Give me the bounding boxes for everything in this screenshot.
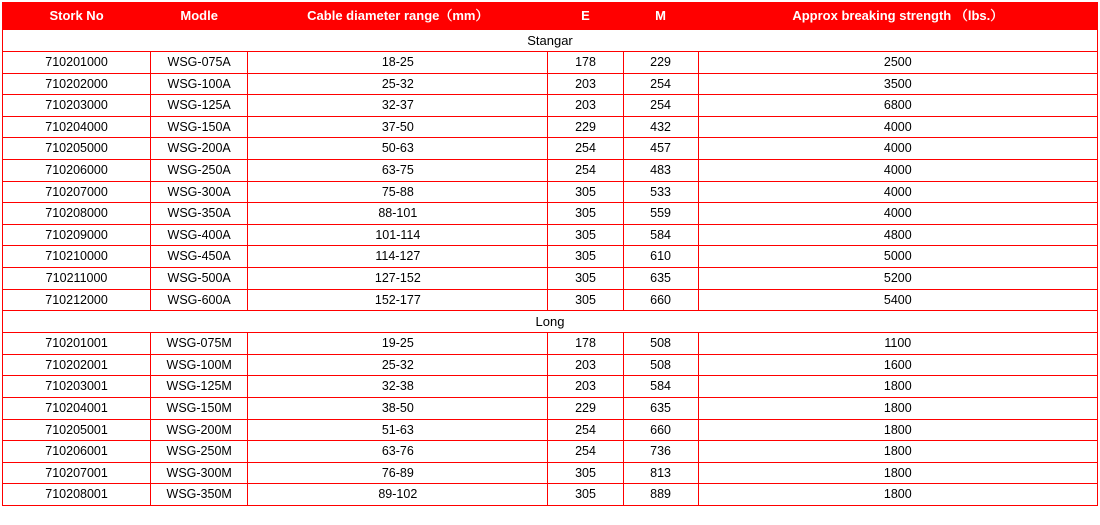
table-row <box>3 289 1098 311</box>
cell-breaking-strength: 4800 <box>698 224 1097 246</box>
cell-breaking-strength: 6800 <box>698 95 1097 117</box>
cell-stock-no: 710204000 <box>3 116 151 138</box>
cell-m: 508 <box>623 354 698 376</box>
cell-cable-diameter-range: 25-32 <box>248 354 548 376</box>
cell-cable-diameter-range: 101-114 <box>248 224 548 246</box>
cell-cable-diameter-range: 63-76 <box>248 441 548 463</box>
cell-model: WSG-500A <box>151 267 248 289</box>
table-row <box>3 354 1098 376</box>
cell-e: 203 <box>548 354 623 376</box>
cell-model: WSG-125M <box>151 376 248 398</box>
cell-stock-no: 710202000 <box>3 73 151 95</box>
cell-model: WSG-300A <box>151 181 248 203</box>
cell-cable-diameter-range: 38-50 <box>248 397 548 419</box>
cell-m: 559 <box>623 203 698 225</box>
cell-breaking-strength: 1800 <box>698 441 1097 463</box>
cell-e: 178 <box>548 52 623 74</box>
column-header-m: M <box>623 3 698 30</box>
table-row <box>3 138 1098 160</box>
cell-m: 533 <box>623 181 698 203</box>
cell-cable-diameter-range: 32-37 <box>248 95 548 117</box>
cell-e: 305 <box>548 462 623 484</box>
cell-stock-no: 710207001 <box>3 462 151 484</box>
cell-stock-no: 710209000 <box>3 224 151 246</box>
table-row <box>3 159 1098 181</box>
cell-breaking-strength: 4000 <box>698 203 1097 225</box>
cell-e: 305 <box>548 246 623 268</box>
cell-e: 203 <box>548 73 623 95</box>
cell-stock-no: 710212000 <box>3 289 151 311</box>
cell-stock-no: 710206001 <box>3 441 151 463</box>
cell-m: 660 <box>623 289 698 311</box>
cell-model: WSG-100A <box>151 73 248 95</box>
cell-breaking-strength: 5400 <box>698 289 1097 311</box>
table-row <box>3 246 1098 268</box>
cell-breaking-strength: 1600 <box>698 354 1097 376</box>
cell-m: 813 <box>623 462 698 484</box>
group-label: Long <box>3 311 1098 333</box>
table-row <box>3 267 1098 289</box>
cell-model: WSG-200A <box>151 138 248 160</box>
cell-e: 305 <box>548 203 623 225</box>
table-row <box>3 397 1098 419</box>
cell-cable-diameter-range: 25-32 <box>248 73 548 95</box>
cell-m: 635 <box>623 267 698 289</box>
cell-m: 229 <box>623 52 698 74</box>
cell-m: 508 <box>623 333 698 355</box>
table-row <box>3 181 1098 203</box>
cell-e: 305 <box>548 181 623 203</box>
cell-cable-diameter-range: 114-127 <box>248 246 548 268</box>
table-row <box>3 484 1098 506</box>
cell-breaking-strength: 1800 <box>698 376 1097 398</box>
column-header-breaking-strength: Approx breaking strength （lbs.） <box>698 3 1097 30</box>
cell-stock-no: 710210000 <box>3 246 151 268</box>
cell-cable-diameter-range: 152-177 <box>248 289 548 311</box>
cell-model: WSG-075A <box>151 52 248 74</box>
cell-model: WSG-350A <box>151 203 248 225</box>
cell-breaking-strength: 1100 <box>698 333 1097 355</box>
cell-breaking-strength: 1800 <box>698 484 1097 506</box>
cell-m: 584 <box>623 224 698 246</box>
cell-e: 178 <box>548 333 623 355</box>
cell-cable-diameter-range: 75-88 <box>248 181 548 203</box>
cell-cable-diameter-range: 51-63 <box>248 419 548 441</box>
table-row <box>3 333 1098 355</box>
cell-stock-no: 710201001 <box>3 333 151 355</box>
cell-cable-diameter-range: 18-25 <box>248 52 548 74</box>
cell-breaking-strength: 4000 <box>698 138 1097 160</box>
table-row <box>3 203 1098 225</box>
cell-cable-diameter-range: 127-152 <box>248 267 548 289</box>
cell-e: 305 <box>548 224 623 246</box>
column-header-e: E <box>548 3 623 30</box>
group-header-row <box>3 311 1098 333</box>
cell-model: WSG-125A <box>151 95 248 117</box>
cell-cable-diameter-range: 88-101 <box>248 203 548 225</box>
group-header-row <box>3 30 1098 52</box>
cell-m: 254 <box>623 95 698 117</box>
cell-model: WSG-450A <box>151 246 248 268</box>
cell-breaking-strength: 5000 <box>698 246 1097 268</box>
cell-cable-diameter-range: 76-89 <box>248 462 548 484</box>
cell-cable-diameter-range: 89-102 <box>248 484 548 506</box>
cell-breaking-strength: 4000 <box>698 181 1097 203</box>
cell-breaking-strength: 5200 <box>698 267 1097 289</box>
cell-m: 889 <box>623 484 698 506</box>
column-header-model: Modle <box>151 3 248 30</box>
cell-model: WSG-300M <box>151 462 248 484</box>
cell-model: WSG-350M <box>151 484 248 506</box>
table-row <box>3 224 1098 246</box>
table-row <box>3 376 1098 398</box>
cell-model: WSG-100M <box>151 354 248 376</box>
cell-m: 254 <box>623 73 698 95</box>
table-row <box>3 462 1098 484</box>
table-header <box>3 3 1098 30</box>
cell-model: WSG-400A <box>151 224 248 246</box>
cell-e: 203 <box>548 95 623 117</box>
spec-sheet <box>2 2 1098 506</box>
cell-e: 254 <box>548 441 623 463</box>
cell-cable-diameter-range: 32-38 <box>248 376 548 398</box>
cell-m: 584 <box>623 376 698 398</box>
table-row <box>3 441 1098 463</box>
cell-model: WSG-075M <box>151 333 248 355</box>
cell-cable-diameter-range: 19-25 <box>248 333 548 355</box>
cell-e: 254 <box>548 159 623 181</box>
cell-breaking-strength: 1800 <box>698 419 1097 441</box>
table-header-row <box>3 3 1098 30</box>
table-body <box>3 30 1098 506</box>
cell-stock-no: 710206000 <box>3 159 151 181</box>
column-header-cable-diameter-range: Cable diameter range（mm） <box>248 3 548 30</box>
cell-e: 229 <box>548 397 623 419</box>
cell-breaking-strength: 4000 <box>698 159 1097 181</box>
cell-stock-no: 710211000 <box>3 267 151 289</box>
cell-breaking-strength: 3500 <box>698 73 1097 95</box>
cell-e: 254 <box>548 419 623 441</box>
cell-model: WSG-150M <box>151 397 248 419</box>
cell-m: 635 <box>623 397 698 419</box>
cell-m: 483 <box>623 159 698 181</box>
cell-model: WSG-250M <box>151 441 248 463</box>
cell-stock-no: 710203001 <box>3 376 151 398</box>
cell-stock-no: 710202001 <box>3 354 151 376</box>
cell-model: WSG-150A <box>151 116 248 138</box>
table-row <box>3 73 1098 95</box>
table-row <box>3 116 1098 138</box>
cell-stock-no: 710204001 <box>3 397 151 419</box>
cell-breaking-strength: 2500 <box>698 52 1097 74</box>
cell-e: 305 <box>548 289 623 311</box>
group-label: Stangar <box>3 30 1098 52</box>
cell-e: 305 <box>548 484 623 506</box>
table-row <box>3 419 1098 441</box>
cell-m: 660 <box>623 419 698 441</box>
cell-stock-no: 710205001 <box>3 419 151 441</box>
cell-breaking-strength: 4000 <box>698 116 1097 138</box>
cable-grip-spec-table <box>2 2 1098 506</box>
cell-stock-no: 710208001 <box>3 484 151 506</box>
cell-breaking-strength: 1800 <box>698 462 1097 484</box>
cell-breaking-strength: 1800 <box>698 397 1097 419</box>
cell-stock-no: 710201000 <box>3 52 151 74</box>
table-row <box>3 52 1098 74</box>
cell-model: WSG-600A <box>151 289 248 311</box>
cell-e: 305 <box>548 267 623 289</box>
cell-e: 254 <box>548 138 623 160</box>
cell-stock-no: 710208000 <box>3 203 151 225</box>
cell-e: 229 <box>548 116 623 138</box>
cell-cable-diameter-range: 50-63 <box>248 138 548 160</box>
cell-m: 457 <box>623 138 698 160</box>
cell-stock-no: 710205000 <box>3 138 151 160</box>
cell-e: 203 <box>548 376 623 398</box>
cell-m: 432 <box>623 116 698 138</box>
cell-stock-no: 710203000 <box>3 95 151 117</box>
cell-cable-diameter-range: 37-50 <box>248 116 548 138</box>
cell-model: WSG-200M <box>151 419 248 441</box>
cell-stock-no: 710207000 <box>3 181 151 203</box>
cell-m: 610 <box>623 246 698 268</box>
column-header-stock-no: Stork No <box>3 3 151 30</box>
cell-model: WSG-250A <box>151 159 248 181</box>
cell-m: 736 <box>623 441 698 463</box>
table-row <box>3 95 1098 117</box>
cell-cable-diameter-range: 63-75 <box>248 159 548 181</box>
